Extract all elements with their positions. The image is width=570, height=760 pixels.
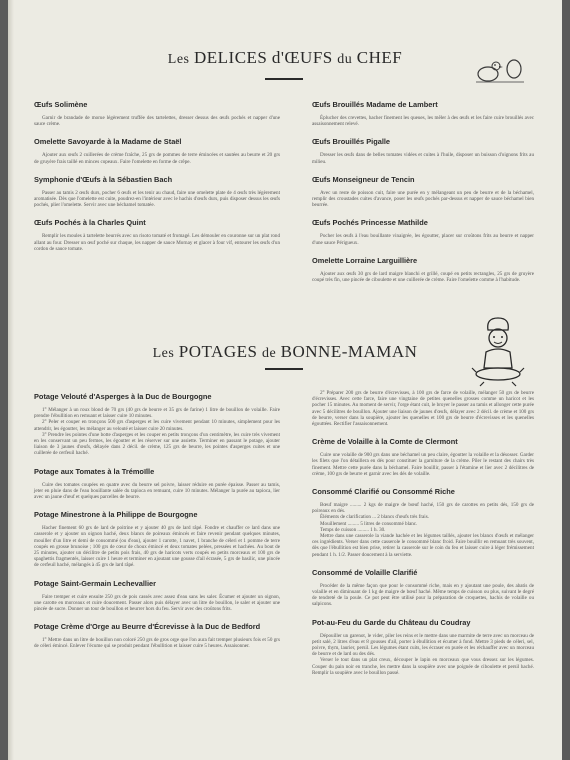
- recipe: [34, 137, 280, 164]
- recipe: [34, 467, 280, 501]
- section1-rule: [265, 78, 303, 80]
- recipe-title: Œufs Brouillés Pigalle: [312, 137, 391, 147]
- recipe: [312, 100, 534, 127]
- recipe-title: Pot-au-Feu du Garde du Château du Coudray: [312, 617, 471, 627]
- recipe-title: Œufs Pochés à la Charles Quint: [34, 218, 146, 228]
- recipe-paragraph: Cuire une volaille de 900 grs dans une béchamel un peu claire, égoutter la volaille et la désosser. Garder les filets que l'on détaillera en dés pour constituer la garniture de la crème. Piler le restant des chairs très finement. Mettre cette purée dans la béchamel. Faire bouillir, passer à l'étamine et lier avec 2 décilitres de crème, 100 grs de beurre et garnir avec les dés de volaille.: [312, 452, 534, 477]
- section1-right-column: [312, 100, 534, 293]
- recipe-paragraph: Hacher finement 60 grs de lard de poitrine et y ajouter 40 grs de lard râpé. Fondre et chauffer ce lard dans une casserole et y ajouter un oignon haché, deux blancs de poireaux émincés et faire revenir pendant quelques minutes, mouiller d'un litre et demi de consommé (ou d'eau), ajouter 1 carotte, 1 navet, 1 branche de céleri et 1 pomme de terre coupés en grosse brunoise ; 100 grs de cœur de choux émincé et deux tomates pelées, pressées et hachées. Au bout de 25 minutes, ajouter un décilitre de petits pois frais, 40 grs de haricots verts coupés en petits morceaux et 100 grs de spaghettis fragmentés, laisser cuire 1 heure et terminer en ajoutant une gousse d'ail écrasée, 5 grs de basilic, une pincée de cerfeuil haché, mélangés à 45 grs de lard râpé.: [34, 525, 280, 569]
- recipe-paragraph: Procéder de la même façon que pour le consommé riche, mais en y ajoutant une poule, des abatis de volaille et en diminuant de 1 kg de maigre de bœuf haché. Même temps de cuisson ou plus, suivant le degré de tendreté de la poule. Ce pot peut être utilisé pour la préparation de croquettes, hachis de volaille ou salpicons.: [312, 582, 534, 608]
- recipe-paragraph: 1° Mélanger à un roux blond de 70 grs (40 grs de beurre et 35 grs de farine) 1 litre de bouillon de volaille. Faire prendre l'ébullition en remuant et laisser cuire 10 minutes.: [34, 407, 280, 420]
- recipe: [312, 390, 534, 427]
- recipe-text: Avec un reste de poisson cuit, faire une purée en y mélangeant un peu de beurre et de la béchamel, remplir des croustades cuites d'avance, poser les œufs pochés par-dessus et napper de sauce béchamel bien beurrée.: [312, 189, 534, 209]
- recipe-text: Pocher les œufs à l'eau bouillante vinaigrée, les égoutter, placer sur croûtons frits au beurre et napper d'une sauce Périgueux.: [312, 233, 534, 246]
- recipe-text: [312, 583, 534, 608]
- recipe-title: Omelette Lorraine Larguillière: [312, 255, 418, 265]
- recipe: [312, 437, 534, 477]
- recipe-text: Éplucher des crevettes, hacher finement les queues, les mêler à des œufs et les faire cuire brouillés avec assaisonnement relevé.: [312, 115, 534, 128]
- recipe-title: Potage aux Tomates à la Trémoïlle: [34, 466, 155, 476]
- recipe-title: Œufs Pochés Princesse Mathilde: [312, 218, 428, 228]
- recipe-paragraph: 3° Prendre les pointes d'une botte d'asperges et les couper en petits tronçons d'un centimètre, les cuire très vivement en les conservant un peu fermes, les égoutter et les réserver sur une assiette. Terminer en passant le potage, ajouter liaison de 3 jaunes d'œufs, délayée dans 2 décil. de crème, 125 grs de beurre, les pointes d'asperges cuites et une cuillerée de cerfeuil haché.: [34, 431, 280, 457]
- recipe-title: Consommé Clarifié ou Consommé Riche: [312, 487, 455, 497]
- recipe: [312, 487, 534, 558]
- recipe-title: Œufs Solimène: [34, 100, 88, 109]
- recipe-text: [312, 633, 534, 676]
- recipe-paragraph: Dépouiller un garenot, le vider, piler les reins et le mettre dans une marmite de terre avec un morceau de petit salé, 2 litres d'eau et 8 gousses d'ail, porter à ébullition et écumer à fond. Mettre 3 pieds de céleri, sel, poivre, thym, laurier, persil. Les légumes étant cuits, les écraser en purée et les réchauffer avec un morceau de beurre et de lard ou des dés.: [312, 632, 534, 658]
- recipe-text: [34, 525, 280, 568]
- recipe-title: Potage Saint-Germain Lechevallier: [34, 578, 156, 588]
- cookbook-page: [8, 0, 562, 760]
- recipe-text: Dresser les œufs dans de belles tomates vidées et cuites à l'huile, disposer un buisson d'oignons frits au milieu.: [312, 152, 534, 165]
- section2-right-column: [312, 390, 534, 686]
- section2-rule: [265, 368, 303, 370]
- recipe-title: Potage Crème d'Orge au Beurre d'Écrevisse à la Duc de Bedford: [34, 622, 261, 632]
- recipe-text: [312, 390, 534, 427]
- recipe-title: Potage Minestrone à la Philippe de Bourgogne: [34, 510, 198, 520]
- section2-left-column: [34, 392, 280, 660]
- recipe-text: [34, 407, 280, 457]
- recipe: [34, 622, 280, 649]
- recipe-title: Potage Velouté d'Asperges à la Duc de Bourgogne: [34, 392, 212, 401]
- recipe: [34, 579, 280, 613]
- recipe-text: [34, 482, 280, 501]
- recipe: [312, 256, 534, 283]
- recipe-paragraph: Verser le tout dans un plat creux, découper le lapin en morceaux que vous dressez sur les légumes. Couper du pain noir en tranche, les mettre dans la soupière avec une poignée de ciboulette et persil haché. Remplir la soupière avec le bouillon passé.: [312, 657, 534, 676]
- section1-title: Les DELICES d'ŒUFS du CHEF: [167, 48, 403, 67]
- recipe-text: [312, 502, 534, 558]
- recipe: [312, 618, 534, 676]
- recipe-paragraph: Mettre dans une casserole la viande hachée et les légumes taillés, ajouter les blancs d'œufs et mélanger ces ingrédients. Verser dans cette casserole le consommé blanc froid. Faire bouillir en remuant très souvent, dès que l'ébullition est bien prise, retirer la casserole sur le coin du feu et laisser cuire à léger frémissement pendant 1 h. 1/2. Passer doucement à la serviette.: [312, 533, 534, 558]
- recipe-text: Ajouter aux œufs 30 grs de lard maigre blanchi et grillé, coupé en petits rectangles, 25 grs de gruyère coupé très fin, une pincée de ciboulette et une cuillerée de crème. Faire l'omelette comme à l'habitude.: [312, 270, 534, 284]
- recipe: [312, 568, 534, 608]
- recipe-paragraph: Faire tremper et cuire ensuite 250 grs de pois cassés avec assez d'eau sans les saler. Écumer et ajouter un oignon, une carotte en morceaux et cuire doucement. Passer alors puis délayer avec un litre de bouillon, le saler et ajouter une pincée de sucre. Donner un tour de bouillon et beurrer hors du feu. Servir avec des croûtons frits.: [34, 593, 280, 613]
- section1-left-column: [34, 100, 280, 262]
- recipe-paragraph: 2° Peler et couper en tronçons 500 grs d'asperges et les cuire vivement pendant 10 minutes, simplement pour les attendrir, les égoutter, les mélanger au velouté et laisser cuire 20 minutes.: [34, 419, 280, 432]
- recipe-text: [34, 637, 280, 649]
- section2-title: Les POTAGES de BONNE-MAMAN: [152, 342, 418, 361]
- recipe-title: Symphonie d'Œufs à la Sébastien Bach: [34, 174, 173, 184]
- recipe-title: Œufs Brouillés Madame de Lambert: [312, 100, 438, 109]
- recipe: [312, 175, 534, 209]
- recipe-paragraph: 1° Mettre dans un litre de bouillon non coloré 250 grs de gros orge que l'on aura fait tremper plusieurs fois et 50 grs de céleri émincé. Enlever l'écume qui se produit pendant l'ébullition et laisser cuire 5 heures. Assaisonner.: [34, 637, 280, 650]
- recipe: [34, 100, 280, 127]
- recipe-title: Œufs Monseigneur de Tencin: [312, 174, 415, 184]
- recipe-paragraph: Cuire des tomates coupées en quatre avec du beurre sel poivre, laisser réduire en purée épaisse. Passer au tamis, jeter en pluie dans de l'eau bouillante salée du tapioca en remuant, cuire 10 minutes. Mélanger la purée au tapioca, lier avec un jaune d'œuf et quelques parcelles de beurre.: [34, 481, 280, 501]
- recipe: [34, 510, 280, 568]
- recipe-text: Garnir de brandade de morue légèrement truffée des tartelettes, dresser dessus des œufs pochés et napper d'une sauce crème.: [34, 115, 280, 128]
- recipe: [34, 392, 280, 457]
- recipe: [34, 175, 280, 209]
- recipe-paragraph: Mouillement ......... 5 litres de consommé blanc.: [320, 520, 418, 527]
- recipe-paragraph: 2° Préparer 200 grs de beurre d'écrevisses, à 100 grs de farce de volaille, mélanger 50 grs de beurre d'écrevisses. Avec cette farce, faire une vingtaine de petites quenelles grosses comme un haricot et les pocher 15 minutes. Au moment de servir, l'orge étant cuit, le broyer le passer au tamis et allonger cette purée avec 5 décilitres de bouillon. Ajouter une liaison de jaunes d'œufs, délayer avec 2 décil. de crème et 100 grs de beurre, verser dans la soupière, ajouter les quenelles et 100 grs de beurre d'écrevisses et les quenelles égouttées. Rectifier l'assaisonnement.: [312, 390, 534, 428]
- recipe-text: [34, 594, 280, 613]
- recipe-text: [312, 452, 534, 477]
- recipe-text: Passer au tamis 2 œufs durs, pocher 6 œufs et les tenir au chaud, faire une omelette plate de 4 œufs très légèrement aromatisée. Dès que l'omelette est cuite, poudrez-en l'intérieur avec le hachis d'œufs durs, puis disposer dessus les œufs pochés, plier l'omelette. Servir avec une béchamel tomatée.: [34, 189, 280, 209]
- recipe: [34, 218, 280, 252]
- recipe: [312, 137, 534, 164]
- recipe-title: Crème de Volaille à la Comte de Clermont: [312, 437, 458, 447]
- recipe-title: Consommé de Volaille Clarifié: [312, 567, 418, 577]
- egg-illustration: [474, 54, 526, 86]
- recipe-text: Ajouter aux œufs 2 cuillerées de crème fraîche, 25 grs de pommes de terre émincées et sautées au beurre et 20 grs de gruyère frais taillé en minces copeaux. Faire l'omelette en forme de crêpe.: [34, 152, 280, 165]
- recipe-paragraph: Temps de cuisson ......... 1 h. 30.: [320, 526, 386, 533]
- recipe-paragraph: Éléments de clarification ... 2 blancs d'œufs très frais.: [320, 514, 429, 521]
- recipe: [312, 218, 534, 245]
- recipe-text: Remplir les moules à tartelette beurrés avec un risoto tomaté et fromagé. Les démouler en couronne sur un plat rond allant au four. Dresser un œuf poché sur chaque, les napper de sauce Mornay et glacer à four vif, entourer les œufs d'un cordon de sauce tomate.: [34, 233, 280, 252]
- recipe-paragraph: Bœuf maigre ......... 2 kgs de maigre de bœuf haché, 150 grs de carottes en petits dés, 150 grs de poireaux en dés.: [312, 502, 534, 515]
- recipe-title: Omelette Savoyarde à la Madame de Staël: [34, 137, 182, 147]
